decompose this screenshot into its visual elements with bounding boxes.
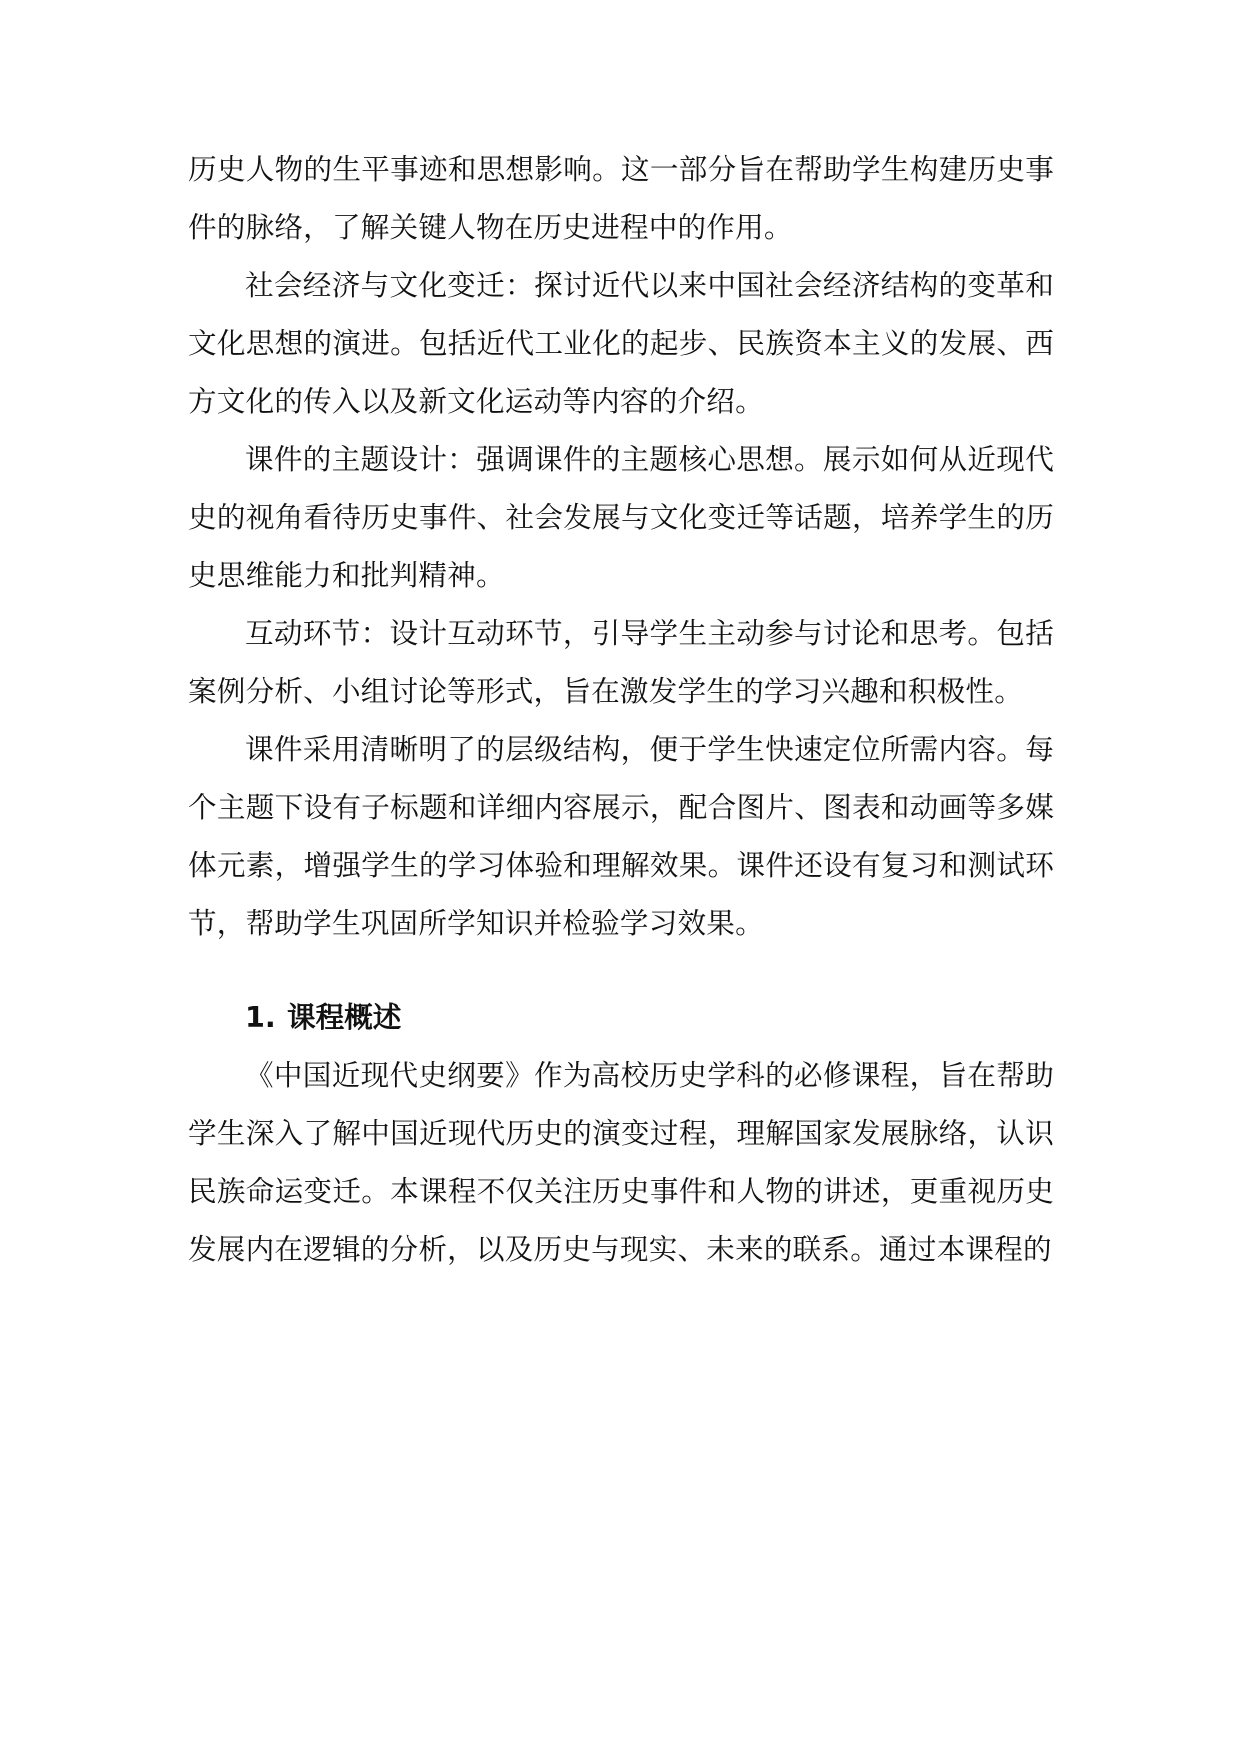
paragraph-continued: 历史人物的生平事迹和思想影响。这一部分旨在帮助学生构建历史事件的脉络，了解关键人物在历史进程中的作用。 [188,152,1054,244]
paragraph-theme-design: 课件的主题设计：强调课件的主题核心思想。展示如何从近现代史的视角看待历史事件、社会发展与文化变迁等话题，培养学生的历史思维能力和批判精神。 [188,442,1054,592]
section-title: 课程概述 [287,1000,402,1034]
paragraph-interaction: 互动环节：设计互动环节，引导学生主动参与讨论和思考。包括案例分析、小组讨论等形式，旨在激发学生的学习兴趣和积极性。 [188,616,1054,708]
paragraph-structure: 课件采用清晰明了的层级结构，便于学生快速定位所需内容。每个主题下设有子标题和详细内容展示，配合图片、图表和动画等多媒体元素，增强学生的学习体验和理解效果。课件还设有复习和测试环节，帮助学生巩固所学知识并检验学习效果。 [188,732,1054,940]
paragraph-course-overview: 《中国近现代史纲要》作为高校历史学科的必修课程，旨在帮助学生深入了解中国近现代历史的演变过程，理解国家发展脉络，认识民族命运变迁。本课程不仅关注历史事件和人物的讲述，更重视历史发展内在逻辑的分析，以及历史与现实、未来的联系。通过本课程的 [188,1058,1054,1266]
paragraph-social-economy: 社会经济与文化变迁：探讨近代以来中国社会经济结构的变革和文化思想的演进。包括近代工业化的起步、民族资本主义的发展、西方文化的传入以及新文化运动等内容的介绍。 [188,268,1054,418]
section-heading [188,988,1054,1046]
document-body [188,140,1054,1278]
section-number: 1. [245,1000,276,1034]
